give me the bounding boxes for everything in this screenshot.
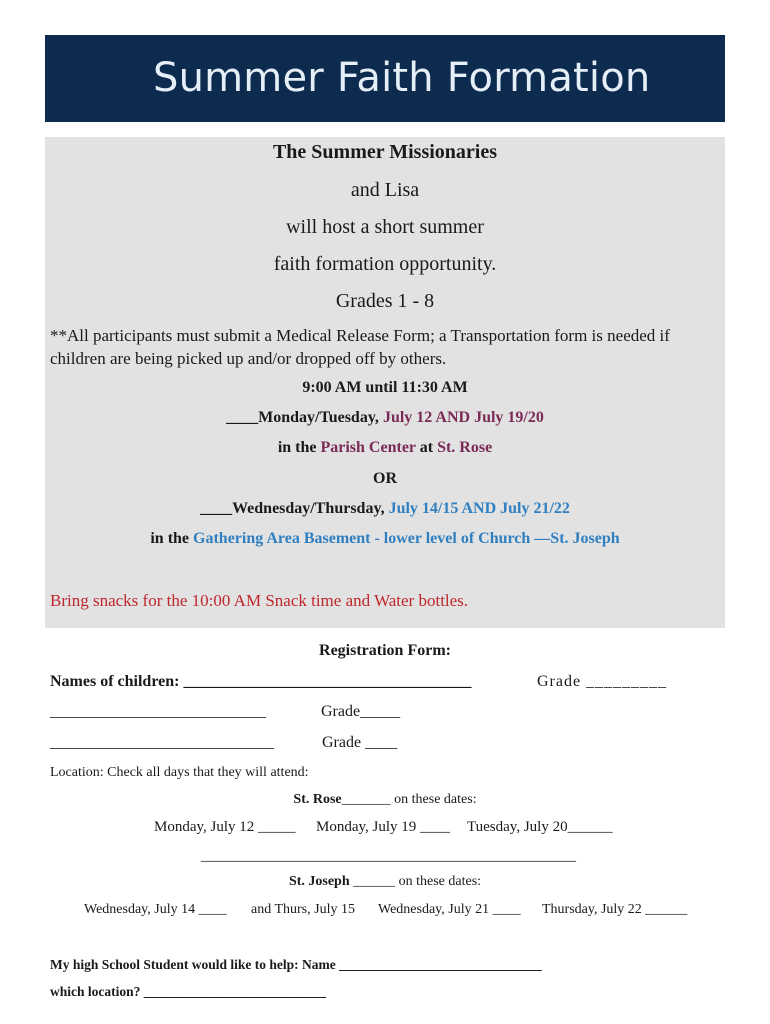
option-2-prefix: ____Wednesday/Thursday,: [200, 500, 389, 517]
banner-title: Summer Faith Formation: [153, 55, 651, 101]
stjoseph-label: St. Joseph: [288, 874, 350, 889]
grades-text: Grades 1 - 8: [335, 290, 435, 312]
page-banner: [45, 35, 725, 122]
names-field[interactable]: Names of children: ____________________________________: [50, 673, 472, 690]
stjoseph-wednesday-14[interactable]: Wednesday, July 14 ____: [84, 902, 227, 917]
helper-name-field[interactable]: My high School Student would like to help: Name ______________________________: [50, 957, 542, 972]
name-field-2[interactable]: ___________________________: [50, 703, 266, 720]
name-field-3[interactable]: ____________________________: [50, 734, 274, 751]
option-1-dates: July 12 AND July 19/20: [382, 409, 544, 426]
option-2-place: Gathering Area Basement - lower level of Church —St. Joseph: [193, 530, 620, 547]
option-2-days: [45, 500, 725, 518]
option-2-location: [45, 530, 725, 548]
intro-line-3: will host a short summer: [286, 216, 484, 238]
grade-field-2[interactable]: Grade_____: [321, 703, 401, 720]
option-1-at: at: [415, 439, 438, 456]
option-1-place: Parish Center: [320, 439, 416, 456]
option-2-dates: July 14/15 AND July 21/22: [388, 500, 570, 517]
stjoseph-blank[interactable]: ______ on these dates:: [349, 874, 482, 889]
location-instructions: Location: Check all days that they will attend:: [50, 765, 309, 780]
strose-monday-12[interactable]: Monday, July 12 _____: [154, 819, 296, 835]
section-divider: __________________________________________________: [201, 848, 576, 864]
option-2-loc-prefix: in the: [150, 530, 194, 547]
intro-line-2: and Lisa: [350, 179, 420, 201]
intro-heading: The Summer Missionaries: [272, 141, 498, 163]
intro-line-4: faith formation opportunity.: [273, 253, 497, 275]
grade-field-3[interactable]: Grade ____: [322, 734, 398, 751]
helper-location-field[interactable]: which location? ___________________________: [50, 984, 327, 999]
strose-row: [45, 792, 725, 808]
option-1-days: [45, 409, 725, 427]
stjoseph-thursday-22[interactable]: Thursday, July 22 ______: [542, 902, 688, 917]
grade-field-1[interactable]: Grade _________: [537, 673, 668, 690]
strose-blank[interactable]: _______ on these dates:: [341, 792, 477, 807]
stjoseph-wednesday-21[interactable]: Wednesday, July 21 ____: [378, 902, 521, 917]
strose-label: St. Rose: [293, 792, 342, 807]
strose-monday-19[interactable]: Monday, July 19 ____: [316, 819, 451, 835]
option-1-prefix: ____Monday/Tuesday,: [226, 409, 383, 426]
stjoseph-thursday-15[interactable]: and Thurs, July 15: [251, 902, 355, 917]
note-line-2: children are being picked up and/or dropped off by others.: [50, 349, 447, 368]
note-line-1: **All participants must submit a Medical Release Form; a Transportation form is needed if: [50, 326, 670, 345]
option-1-location: [45, 439, 725, 457]
stjoseph-row: [45, 874, 725, 890]
option-1-loc-prefix: in the: [277, 439, 321, 456]
option-1-parish: St. Rose: [437, 439, 493, 456]
snacks-note: Bring snacks for the 10:00 AM Snack time and Water bottles.: [50, 591, 469, 610]
form-title: Registration Form:: [319, 642, 451, 659]
strose-tuesday-20[interactable]: Tuesday, July 20______: [467, 819, 613, 835]
or-text: OR: [373, 470, 397, 487]
time-text: 9:00 AM until 11:30 AM: [302, 379, 468, 396]
